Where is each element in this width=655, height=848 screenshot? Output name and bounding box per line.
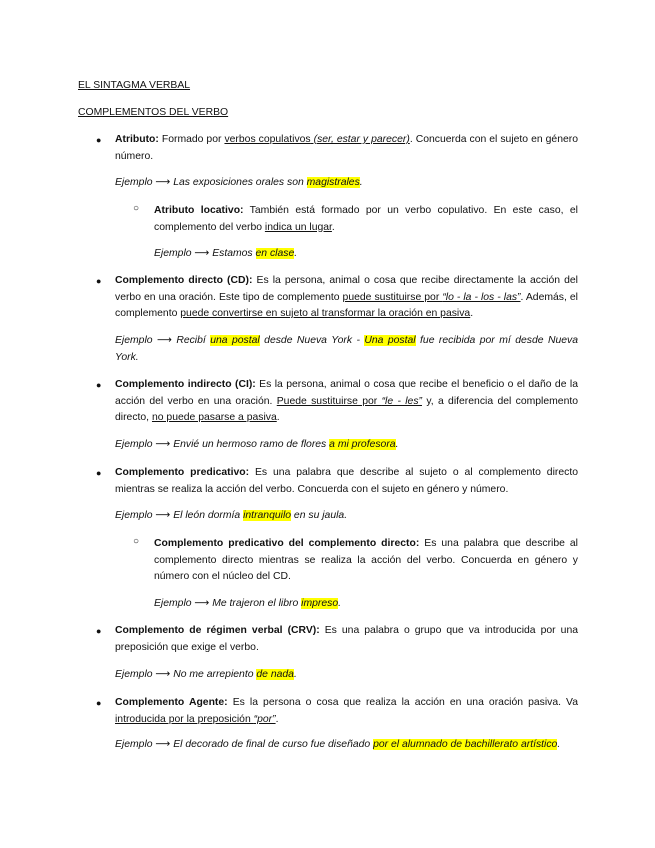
- bullet-icon: ●: [96, 135, 102, 145]
- example-complemento-directo: Ejemplo ⟶ Recibí una postal desde Nueva York - Una postal fue recibida por mí desde Nueva York.: [115, 335, 578, 363]
- bullet-icon: ●: [96, 468, 102, 478]
- item-complemento-agente: Complemento Agente: Es la persona o cosa que realiza la acción en una oración pasiva. Va introducida por la preposición “por”.: [115, 697, 578, 725]
- term-label: Complemento indirecto (CI):: [115, 379, 256, 390]
- example-complemento-predicativo-cd: Ejemplo ⟶ Me trajeron el libro impreso.: [154, 598, 342, 609]
- example-atributo: Ejemplo ⟶ Las exposiciones orales son magistrales.: [115, 177, 363, 188]
- item-atributo-locativo: Atributo locativo: También está formado por un verbo copulativo. En este caso, el complemento del verbo indica un lugar.: [154, 205, 578, 233]
- example-atributo-locativo: Ejemplo ⟶ Estamos en clase.: [154, 248, 298, 259]
- item-complemento-indirecto: Complemento indirecto (CI): Es la persona, animal o cosa que recibe el beneficio o el daño de la acción del verbo en una oración. Puede sustituirse por “le - les” y, a diferencia del complemento directo, no puede pasarse a pasiva.: [115, 379, 579, 423]
- term-label: Complemento directo (CD):: [115, 275, 253, 286]
- item-complemento-predicativo-cd: Complemento predicativo del complemento directo: Es una palabra que describe al complemento directo mientras se realiza la acción del verbo. Concuerda en género y número con el núcleo del CD.: [154, 538, 578, 582]
- term-label: Complemento predicativo:: [115, 467, 250, 478]
- term-label: Complemento de régimen verbal (CRV):: [115, 625, 320, 636]
- example-complemento-predicativo: Ejemplo ⟶ El león dormía intranquilo en su jaula.: [115, 510, 348, 521]
- example-complemento-agente: Ejemplo ⟶ El decorado de final de curso fue diseñado por el alumnado de bachillerato artístico.: [115, 739, 561, 750]
- circle-bullet-icon: ○: [133, 203, 140, 214]
- term-label: Atributo locativo:: [154, 205, 244, 216]
- bullet-icon: ●: [96, 626, 102, 636]
- term-label: Atributo:: [115, 134, 159, 145]
- item-complemento-directo: Complemento directo (CD): Es la persona, animal o cosa que recibe directamente la acción del verbo en una oración. Este tipo de complemento puede sustituirse por “lo - la - los - las”. Además, el complemento puede convertirse en sujeto al transformar la oración en pasiva.: [115, 275, 578, 319]
- example-complemento-regimen: Ejemplo ⟶ No me arrepiento de nada.: [115, 669, 297, 680]
- term-label: Complemento Agente:: [115, 697, 228, 708]
- item-complemento-predicativo: Complemento predicativo: Es una palabra que describe al sujeto o al complemento directo mientras se realiza la acción del verbo. Concuerda con el sujeto en género y número.: [115, 467, 578, 495]
- example-complemento-indirecto: Ejemplo ⟶ Envié un hermoso ramo de flores a mi profesora.: [115, 439, 399, 450]
- bullet-icon: ●: [96, 380, 102, 390]
- page-title: EL SINTAGMA VERBAL: [78, 80, 191, 91]
- bullet-icon: ●: [96, 276, 102, 286]
- item-atributo: Atributo: Formado por verbos copulativos (ser, estar y parecer). Concuerda con el sujeto en género número.: [115, 134, 578, 162]
- section-title: COMPLEMENTOS DEL VERBO: [78, 107, 229, 118]
- item-complemento-regimen: Complemento de régimen verbal (CRV): Es una palabra o grupo que va introducida por una preposición que exige el verbo.: [115, 625, 578, 653]
- term-label: Complemento predicativo del complemento directo:: [154, 538, 420, 549]
- bullet-icon: ●: [96, 698, 102, 708]
- circle-bullet-icon: ○: [133, 536, 140, 547]
